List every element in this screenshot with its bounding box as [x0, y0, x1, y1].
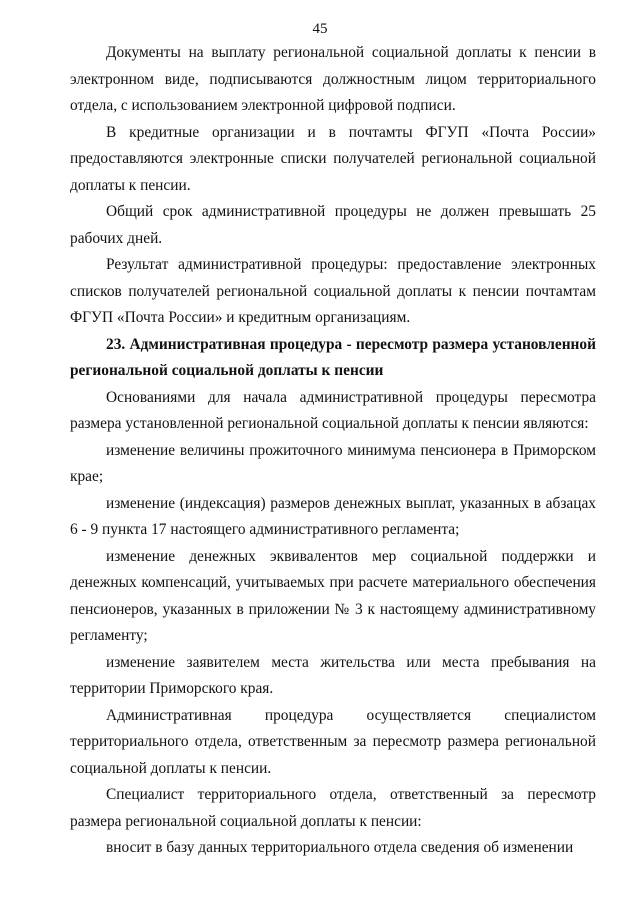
section-heading-23: 23. Административная процедура - пересмотр размера установленной региональной социальной доплаты к пенсии [70, 335, 596, 379]
paragraph-electronic-signature: Документы на выплату региональной социальной доплаты к пенсии в электронном виде, подписываются должностным лицом территориального отдела, с использованием электронной цифровой подписи. [70, 44, 596, 114]
paragraph-database-entry: вносит в базу данных территориального отдела сведения об изменении [106, 839, 574, 856]
paragraph-electronic-lists: В кредитные организации и в почтамты ФГУП «Почта России» предоставляются электронные списки получателей региональной социальной доплаты к пенсии. [70, 123, 596, 194]
list-item-indexation: изменение (индексация) размеров денежных выплат, указанных в абзацах 6 - 9 пункта 17 настоящего административного регламента; [70, 494, 596, 538]
list-item-subsistence-minimum: изменение величины прожиточного минимума пенсионера в Приморском крае; [70, 441, 596, 485]
paragraph-procedure-term: Общий срок административной процедуры не должен превышать 25 рабочих дней. [70, 203, 596, 247]
list-item-monetary-equivalents: изменение денежных эквивалентов мер социальной поддержки и денежных компенсаций, учитываемых при расчете материального обеспечения пенсионеров, указанных в приложении № 3 к настоящему административному регламенту; [70, 547, 596, 644]
paragraph-grounds: Основаниями для начала административной процедуры пересмотра размера установленной региональной социальной доплаты к пенсии являются: [70, 388, 596, 432]
paragraph-specialist-duties: Специалист территориального отдела, ответственный за пересмотр размера региональной социальной доплаты к пенсии: [70, 786, 596, 830]
paragraph-procedure-result: Результат административной процедуры: предоставление электронных списков получателей региональной социальной доплаты к пенсии почтамтам ФГУП «Почта России» и кредитным организациям. [70, 256, 596, 326]
page-number: 45 [312, 21, 328, 37]
document-body [70, 40, 596, 862]
paragraph-procedure-specialist: Административная процедура осуществляется специалистом территориального отдела, ответственным за пересмотр размера региональной социальной доплаты к пенсии. [70, 706, 596, 777]
list-item-residence-change: изменение заявителем места жительства или места пребывания на территории Приморского края. [70, 653, 596, 697]
